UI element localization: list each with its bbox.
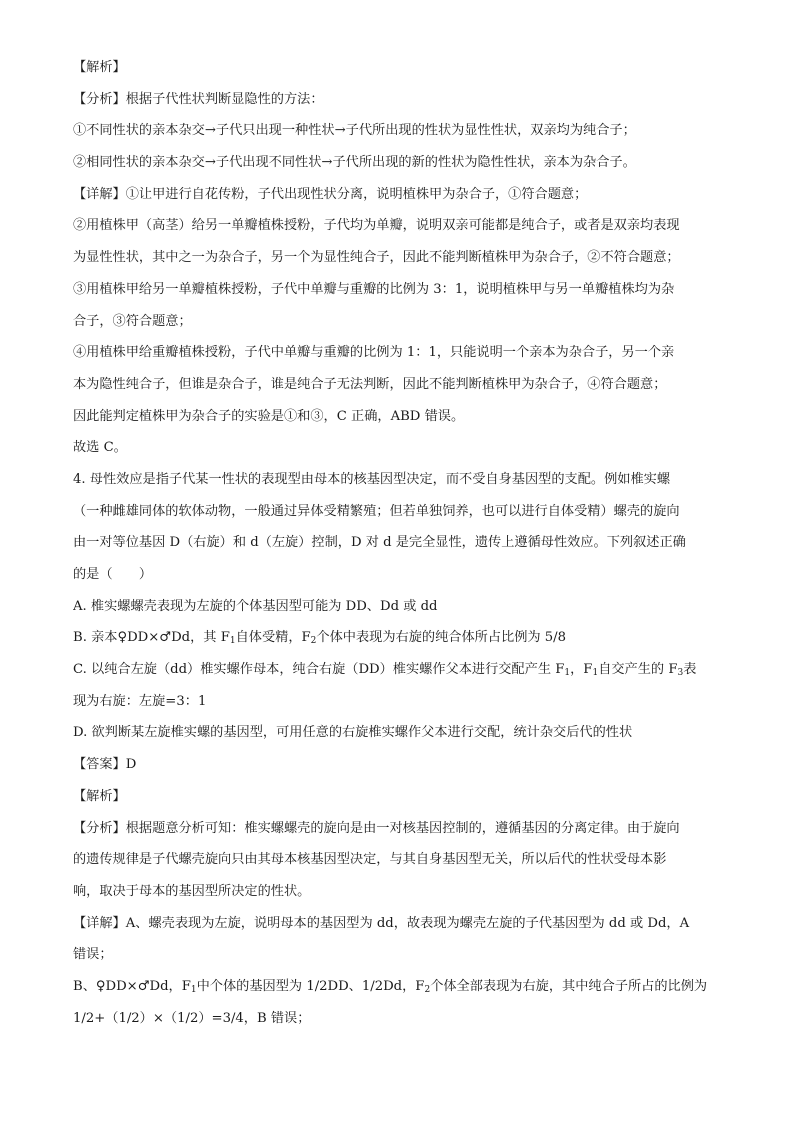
rule-1: ①不同性状的亲本杂交→子代只出现一种性状→子代所出现的性状为显性性状，双亲均为纯合子；	[73, 123, 636, 139]
q4-option-b: B. 亲本♀DD×♂Dd，其 $F_1$自体受精，$F_2$个体中表现为右旋的纯合体所占比例为 5/8	[73, 630, 567, 647]
choice-line: 故选 C。	[73, 440, 127, 456]
analysis-line: 【分析】根据子代性状判断显隐性的方法：	[73, 91, 324, 107]
answer-line: 【答案】D	[73, 757, 137, 773]
q4-stem-2: （一种雌雄同体的软体动物，一般通过异体受精繁殖；但若单独饲养，也可以进行自体受精）螺壳的旋向	[73, 503, 680, 519]
detail-1: 【详解】①让甲进行自花传粉，子代出现性状分离，说明植株甲为杂合子，①符合题意；	[73, 186, 588, 202]
detail-2b: 为显性性状，其中之一为杂合子，另一个为显性纯合子，因此不能判断植株甲为杂合子，②不符合题意；	[73, 250, 680, 266]
document-page	[73, 58, 733, 1040]
detail-2a: ②用植株甲（高茎）给另一单瓣植株授粉，子代均为单瓣，说明双亲可能都是纯合子，或者是双亲均表现	[73, 218, 680, 234]
detail-4b: 本为隐性纯合子，但谁是杂合子，谁是纯合子无法判断，因此不能判断植株甲为杂合子，④符合题意；	[73, 376, 667, 392]
analysis-2-line-3: 响，取决于母本的基因型所决定的性状。	[73, 883, 311, 899]
q4-option-d: D. 欲判断某左旋椎实螺的基因型，可用任意的右旋椎实螺作父本进行交配，统计杂交后代的性状	[73, 725, 633, 741]
detail-b-2: 1/2+（1/2）×（1/2）=3/4，B 错误；	[73, 1010, 311, 1026]
rule-2: ②相同性状的亲本杂交→子代出现不同性状→子代所出现的新的性状为隐性性状，亲本为杂合子。	[73, 155, 636, 171]
detail-4a: ④用植株甲给重瓣植株授粉，子代中单瓣与重瓣的比例为 1：1，只能说明一个亲本为杂合子，另一个亲	[73, 345, 675, 361]
q4-stem-1: 4. 母性效应是指子代某一性状的表现型由母本的核基因型决定，而不受自身基因型的支配。例如椎实螺	[73, 471, 671, 487]
detail-b-1: B、♀DD×♂Dd，$F_1$中个体的基因型为 1/2DD、1/2Dd，$F_2$个体全部表现为右旋，其中纯合子所占的比例为	[73, 978, 708, 995]
q4-stem-4: 的是（ ）	[73, 567, 153, 582]
q4-option-a: A. 椎实螺螺壳表现为左旋的个体基因型可能为 DD、Dd 或 dd	[73, 598, 438, 614]
detail-3a: ③用植株甲给另一单瓣植株授粉，子代中单瓣与重瓣的比例为 3：1，说明植株甲与另一单瓣植株均为杂	[73, 281, 675, 297]
detail-3b: 合子，③符合题意；	[73, 313, 192, 329]
jiexi-heading-2: 【解析】	[73, 788, 126, 804]
detail-a-2: 错误；	[73, 947, 113, 963]
jiexi-heading: 【解析】	[73, 60, 126, 75]
analysis-2-line-2: 的遗传规律是子代螺壳旋向只由其母本核基因型决定，与其自身基因型无关，所以后代的性状受母本影	[73, 852, 667, 868]
analysis-2-line-1: 【分析】根据题意分析可知：椎实螺螺壳的旋向是由一对核基因控制的，遵循基因的分离定律。由于旋向	[73, 820, 680, 836]
q4-stem-3: 由一对等位基因 D（右旋）和 d（左旋）控制，D 对 d 是完全显性，遗传上遵循母性效应。下列叙述正确	[73, 535, 686, 551]
q4-option-c-2: 现为右旋：左旋=3：1	[73, 693, 207, 709]
q4-option-c-1: C. 以纯合左旋（dd）椎实螺作母本，纯合右旋（DD）椎实螺作父本进行交配产生 $F_1$，$F_1$自交产生的 $F_3$表	[73, 662, 697, 679]
detail-a-1: 【详解】A、螺壳表现为左旋，说明母本的基因型为 dd，故表现为螺壳左旋的子代基因型为 dd 或 Dd，A	[73, 915, 690, 931]
detail-5: 因此能判定植株甲为杂合子的实验是①和③，C 正确，ABD 错误。	[73, 408, 465, 424]
